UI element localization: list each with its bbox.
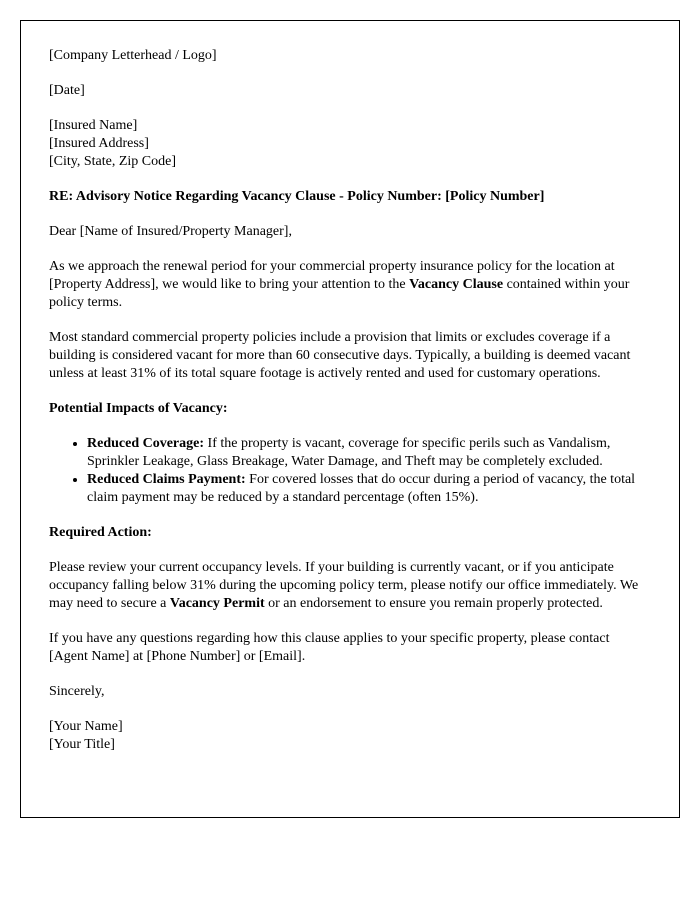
- required-action-heading: Required Action:: [49, 525, 152, 540]
- subject-line: RE: Advisory Notice Regarding Vacancy Clause - Policy Number: [Policy Number]: [49, 189, 545, 204]
- vacancy-permit-emphasis: Vacancy Permit: [169, 596, 265, 611]
- recipient-city-state-zip: [City, State, Zip Code]: [49, 154, 177, 169]
- list-item-reduced-claims-payment: [87, 471, 651, 507]
- letterhead-placeholder: [Company Letterhead / Logo]: [49, 48, 217, 63]
- closing: Sincerely,: [49, 684, 105, 699]
- signature-name: [Your Name]: [49, 719, 123, 734]
- text-segment: For covered losses that do occur during a period of vacancy, the total claim payment may be reduced by a standard percentage (often 15%).: [87, 472, 636, 505]
- impacts-heading: Potential Impacts of Vacancy:: [49, 401, 228, 416]
- text-segment: or an endorsement to ensure you remain properly protected.: [264, 596, 603, 611]
- text-segment: Please review your current occupancy levels. If your building is currently vacant, or if you anticipate occupancy falling below 31% during the upcoming policy term, please notify our office immediately. We may need to secure a: [49, 560, 639, 611]
- recipient-name: [Insured Name]: [49, 118, 138, 133]
- text-segment: As we approach the renewal period for your commercial property insurance policy for the location at [Property Address], we would like to bring your attention to the: [49, 259, 615, 292]
- impacts-list: [49, 435, 651, 507]
- signature-block: [49, 718, 651, 754]
- text-segment: contained within your policy terms.: [49, 277, 630, 310]
- recipient-address: [Insured Address]: [49, 136, 149, 151]
- recipient-block: [49, 117, 651, 171]
- salutation: Dear [Name of Insured/Property Manager],: [49, 224, 292, 239]
- vacancy-clause-emphasis: Vacancy Clause: [409, 277, 504, 292]
- vacancy-definition-paragraph: Most standard commercial property policies include a provision that limits or excludes coverage if a building is considered vacant for more than 60 consecutive days. Typically, a building is deemed vacant unless at least 31% of its total square footage is actively rented and used for customary operations.: [49, 330, 631, 381]
- list-item-reduced-coverage: [87, 435, 651, 471]
- date-line: [Date]: [49, 83, 85, 98]
- letter-document: [20, 20, 680, 818]
- bullet-lead-in: Reduced Coverage:: [87, 436, 205, 451]
- text-segment: If the property is vacant, coverage for specific perils such as Vandalism, Sprinkler Leakage, Glass Breakage, Water Damage, and Theft may be completely excluded.: [87, 436, 611, 469]
- signature-title: [Your Title]: [49, 737, 115, 752]
- intro-paragraph: [49, 258, 651, 312]
- bullet-lead-in: Reduced Claims Payment:: [87, 472, 246, 487]
- contact-paragraph: If you have any questions regarding how this clause applies to your specific property, please contact [Agent Name] at [Phone Number] or [Email].: [49, 631, 610, 664]
- required-action-paragraph: [49, 559, 651, 613]
